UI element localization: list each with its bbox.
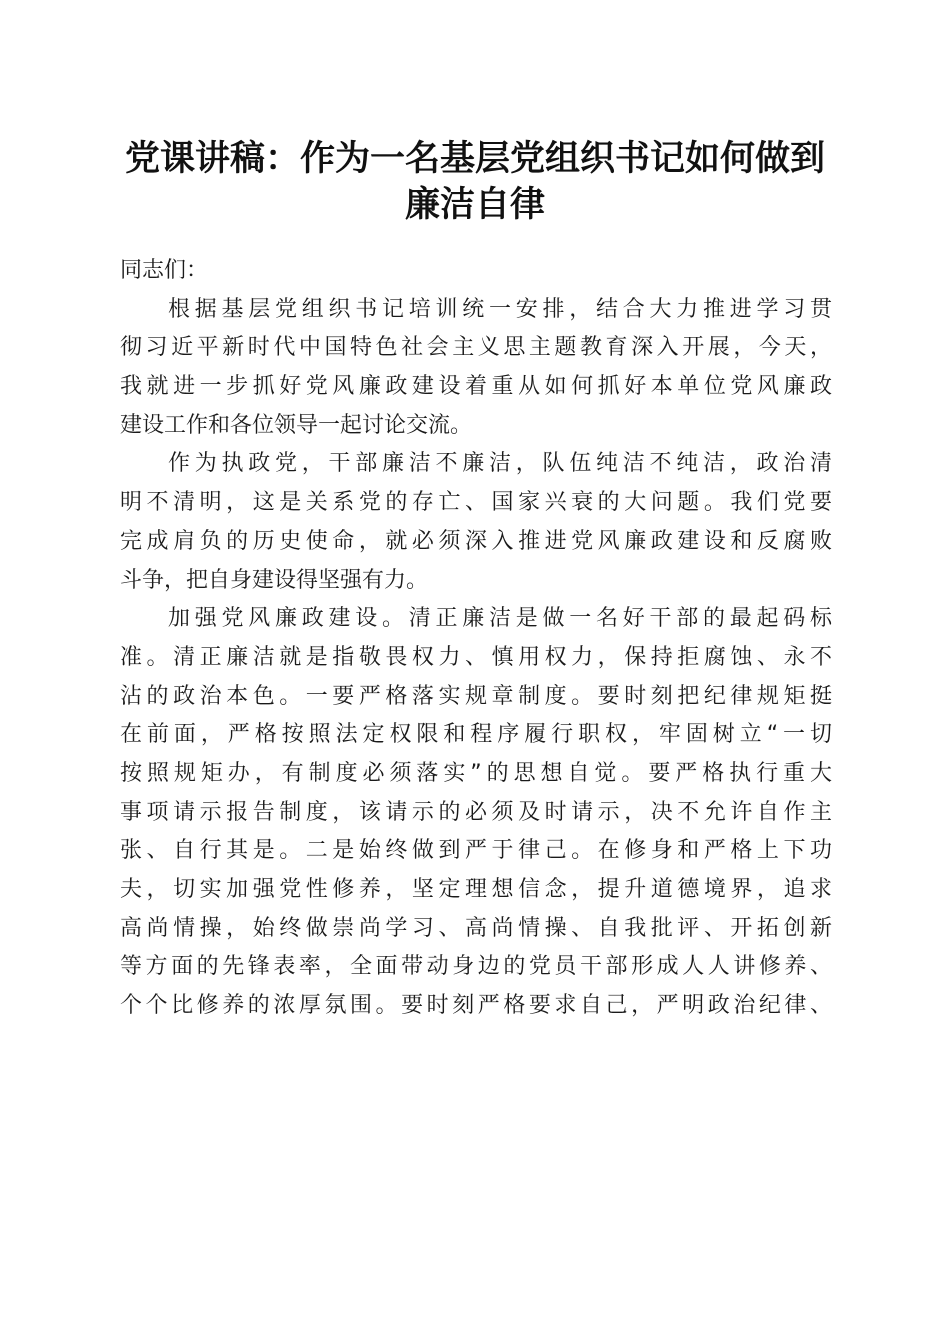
paragraph-line: 等方面的先锋表率，全面带动身边的党员干部形成人人讲修养、 — [120, 954, 832, 980]
paragraph-line: 加强党风廉政建设。清正廉洁是做一名好干部的最起码标 — [168, 606, 832, 632]
paragraph-line: 沾的政治本色。一要严格落实规章制度。要时刻把纪律规矩挺 — [120, 683, 832, 709]
document-body — [120, 252, 832, 1026]
paragraph-line: 夫，切实加强党性修养，坚定理想信念，提升道德境界，追求 — [120, 877, 832, 902]
paragraph-line: 在前面，严格按照法定权限和程序履行职权，牢固树立“一切 — [120, 722, 832, 748]
title-line-1: 党课讲稿：作为一名基层党组织书记如何做到 — [124, 138, 825, 179]
paragraph-2 — [120, 445, 832, 600]
paragraph-line: 按照规矩办，有制度必须落实”的思想自觉。要严格执行重大 — [120, 760, 832, 786]
paragraph-line: 高尚情操，始终做崇尚学习、高尚情操、自我批评、开拓创新 — [120, 915, 832, 941]
document-title — [100, 136, 850, 228]
paragraph-line: 张、自行其是。二是始终做到严于律己。在修身和严格上下功 — [120, 838, 832, 864]
paragraph-line: 明不清明，这是关系党的存亡、国家兴衰的大问题。我们党要 — [120, 490, 832, 516]
paragraph-3 — [120, 600, 832, 1026]
paragraph-line: 我就进一步抓好党风廉政建设着重从如何抓好本单位党风廉政 — [120, 374, 832, 400]
paragraph-line: 完成肩负的历史使命，就必须深入推进党风廉政建设和反腐败 — [120, 528, 832, 554]
paragraph-line: 事项请示报告制度，该请示的必须及时请示，决不允许自作主 — [120, 799, 832, 825]
paragraph-1 — [120, 291, 832, 446]
paragraph-line: 建设工作和各位领导一起讨论交流。 — [120, 412, 473, 438]
paragraph-line: 作为执政党，干部廉洁不廉洁，队伍纯洁不纯洁，政治清 — [168, 451, 832, 477]
paragraph-line: 根据基层党组织书记培训统一安排，结合大力推进学习贯 — [168, 296, 832, 322]
paragraph-line: 斗争，把自身建设得坚强有力。 — [120, 567, 429, 593]
title-line-2: 廉洁自律 — [404, 184, 545, 225]
paragraph-line: 彻习近平新时代中国特色社会主义思主题教育深入开展，今天， — [120, 335, 832, 361]
paragraph-line: 准。清正廉洁就是指敬畏权力、慎用权力，保持拒腐蚀、永不 — [120, 644, 832, 670]
paragraph-line: 个个比修养的浓厚氛围。要时刻严格要求自己，严明政治纪律、 — [120, 993, 832, 1019]
salutation: 同志们： — [120, 258, 209, 283]
